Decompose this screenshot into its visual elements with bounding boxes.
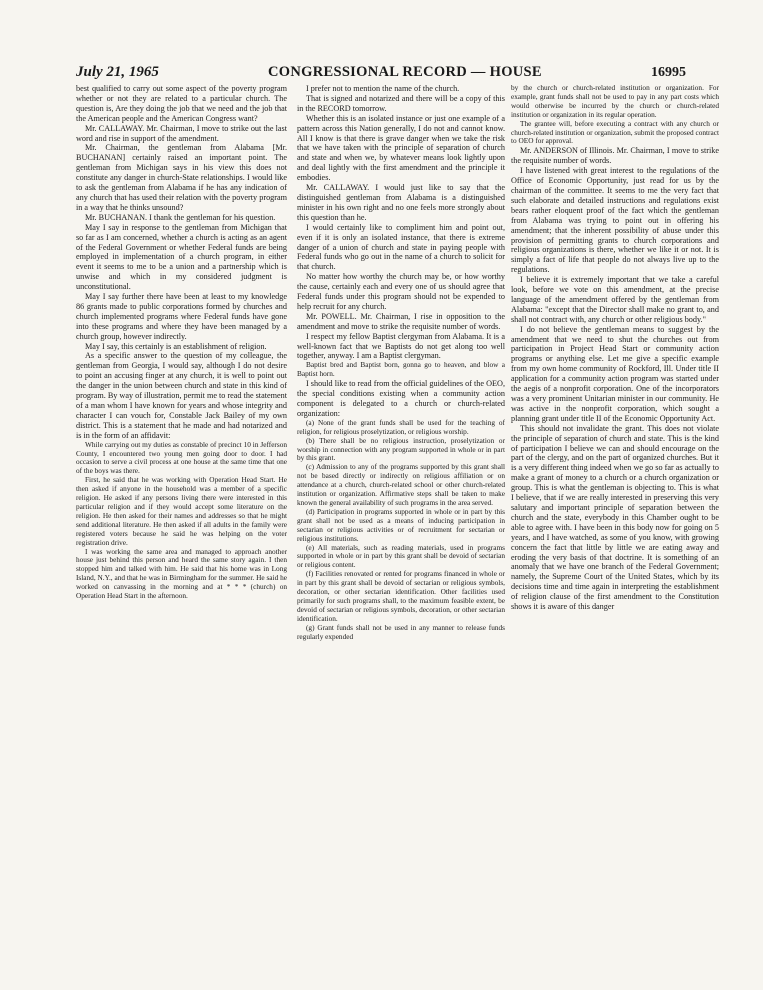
paragraph: I respect my fellow Baptist clergyman from Alabama. It is a well-known fact that we Baptists do not get along too well together, anyway. I am a Baptist clergyman.	[297, 331, 505, 361]
paragraph: I have listened with great interest to the regulations of the Office of Economic Opportunity, just read for us by the chairman of the committee. It seems to me the very fact that such elaborate and detailed instructions and regulations exist bears rather eloquent proof of the fact which the gentleman from Alabama was trying to point out in offering his amendment; that the inherent possibility of abuse under this provision of permitting grants to church corporations and religious organizations is there, whether we like it or not. It is simply a fact of life that people do not always live up to the regulations.	[511, 166, 719, 275]
paragraph: May I say in response to the gentleman from Michigan that so far as I am concerned, whether a church is acting as an agent of the Federal Government or whether Federal funds are being employed in implementation of a church program, in either event it seems to me to be a union and a partnership which is unwise and which in my considered judgment is unconstitutional.	[76, 222, 287, 292]
paragraph: Whether this is an isolated instance or just one example of a pattern across this Nation generally, I do not and cannot know. All I know is that there is grave danger when we take the risk that we have taken with the principle of separation of church and state and when we, by whatever means look lightly upon and deal lightly with the first amendment and the principle it embodies.	[297, 113, 505, 183]
paragraph: No matter how worthy the church may be, or how worthy the cause, certainly each and every one of us should agree that Federal funds under this program should not be expended to help recruit for any church.	[297, 272, 505, 311]
paragraph: (g) Grant funds shall not be used in any manner to release funds regularly expended	[297, 622, 505, 641]
paragraph: As a specific answer to the question of my colleague, the gentleman from Georgia, I would say, although I do not desire to point an accusing finger at any church, it is well to point out the danger in the union between church and state in this kind of program. By way of illustration, permit me to read the statement of a man whom I have known for years and whose integrity and character I can vouch for, Constable Jack Bailey of my own district. This is a statement that he made and had notarized and is in the form of an affidavit:	[76, 351, 287, 440]
paragraph: May I say, this certainly is an establishment of religion.	[85, 341, 267, 351]
page-number: 16995	[651, 65, 686, 80]
paragraph: While carrying out my duties as constable of precinct 10 in Jefferson County, I encountered two young men going door to door. I had occasion to serve a civil process at one house at the same time that one of the boys was there.	[76, 439, 287, 476]
text-column-1	[76, 84, 287, 984]
paragraph: (e) All materials, such as reading materials, used in programs supported in whole or in part by this grant shall be devoid of sectarian or religious content.	[297, 542, 505, 570]
paragraph: I do not believe the gentleman means to suggest by the amendment that we need to shut the churches out from participation in Project Head Start or community action programs or anything else. Let me give a specific example from my own home community of Rockford, Ill. Under title II application for a community action program was started under the aegis of a nonprofit corporation. One of the incorporators was a very prominent Unitarian minister in our community. He was active in the nonprofit corporation, which sought a planning grant under title II of the Economic Opportunity Act.	[511, 324, 719, 423]
paragraph: Mr. ANDERSON of Illinois. Mr. Chairman, I move to strike the requisite number of words.	[511, 146, 719, 166]
paragraph: I was working the same area and managed to approach another house just behind this person and heard the same story again. I then stopped him and talked with him. He said that his home was in Long Island, N.Y., and that he was in Birmingham for the summer. He said he worked on canvassing in the morning and at * * * (church) on Operation Head Start in the afternoon.	[76, 546, 287, 601]
paragraph: by the church or church-related institution or organization. For example, grant funds shall not be used to pay in any part costs which would otherwise be incurred by the church or church-related institution or organization in its regular operation.	[511, 84, 719, 119]
header-date: July 21, 1965	[76, 64, 159, 80]
paragraph: The grantee will, before executing a contract with any church or church-related institution or organization, submit the proposed contract to OEO for approval.	[511, 118, 719, 146]
paragraph: I believe it is extremely important that we take a careful look, before we vote on this amendment, at the precise language of the amendment offered by the gentleman from Alabama: "except that the Director shall make no grant to, and shall not contract with, any church or other religious body."	[511, 275, 719, 324]
paragraph: First, he said that he was working with Operation Head Start. He then asked if anyone in the household was a member of a specific religion. He asked if any persons living there were interested in this particular religion and if they would accept some literature on the religion. He then asked for their names and addresses so that he might send additional literature. He then asked if all adults in the family were registered voters because he said he was helping on the voter registration drive.	[76, 475, 287, 547]
paragraph: I should like to read from the official guidelines of the OEO, the special conditions existing when a community action component is delegated to a church or church-related organization:	[297, 379, 505, 418]
journal-title: CONGRESSIONAL RECORD — HOUSE	[268, 64, 542, 80]
paragraph: (b) There shall be no religious instruction, proselytization or worship in connection with any program supported in whole or in part by this grant.	[297, 435, 505, 463]
paragraph: Baptist bred and Baptist born, gonna go to heaven, and blow a Baptist horn.	[297, 360, 505, 379]
text-column-2	[297, 84, 505, 984]
page-header	[76, 64, 686, 84]
paragraph: Mr. CALLAWAY. Mr. Chairman, I move to strike out the last word and rise in support of the amendment.	[76, 123, 287, 143]
paragraph: (f) Facilities renovated or rented for programs financed in whole or in part by this grant shall be devoid of sectarian or religious symbols, decoration, or other sectarian identification. Other facilities used primarily for such programs shall, to the maximum feasible extent, be devoid of sectarian or religious symbols, decoration, or other sectarian identification.	[297, 569, 505, 623]
paragraph: I would certainly like to compliment him and point out, even if it is only an isolated instance, that there is extreme danger of a union of church and state in paying people with Federal funds who go out in the name of a church to solicit for that church.	[297, 222, 505, 272]
paragraph: This should not invalidate the grant. This does not violate the principle of separation of church and state. This is the kind of participation I believe we can and should encourage on the part of the clergy, and on the part of organized churches. But it is a very different thing indeed when we go so far as actually to make a grant of money to a church or a church organization or group. This is what the gentleman is objecting to. This is what I believe, that if we are really interested in preserving this very salutary and important principle of separation between the church and the state, everybody in this Chamber ought to be able to agree with. I have been in this body now for going on 5 years, and I have watched, as some of you know, with growing concern the fact that little by little we are eating away and eroding the very basis of that doctrine. It is something of an anomaly that we have one branch of the Federal Government; namely, the Supreme Court of the United States, which by its decisions time and time again in interpreting the establishment of religion clause of the first amendment to the Constitution shows it is aware of this danger	[511, 423, 719, 612]
paragraph: Mr. BUCHANAN. I thank the gentleman for his question.	[85, 212, 276, 222]
paragraph: Mr. Chairman, the gentleman from Alabama [Mr. BUCHANAN] certainly raised an important point. The gentleman from Michigan says in his view this does not constitute any danger in church-State relationships. I would like to ask the gentleman from Alabama if he has any indication of any church that has used their relation with the poverty program in a way that he thinks unsound?	[76, 143, 287, 212]
paragraph: Mr. POWELL. Mr. Chairman, I rise in opposition to the amendment and move to strike the requisite number of words.	[297, 311, 505, 331]
paragraph: That is signed and notarized and there will be a copy of this in the RECORD tomorrow.	[297, 93, 505, 113]
paragraph: May I say further there have been at least to my knowledge 86 grants made to public corporations formed by churches and church implemented programs where Federal funds have gone into these programs and where they have been managed by a church group, however indirectly.	[76, 292, 287, 341]
paragraph: Mr. CALLAWAY. I would just like to say that the distinguished gentleman from Alabama is a distinguished minister in his own right and no one feels more strongly about this question than he.	[297, 183, 505, 222]
paragraph: best qualified to carry out some aspect of the poverty program whether or not they are related to a particular church. The question is, Are they doing the job that we need and the job that the American people and the American Congress want?	[76, 84, 287, 123]
text-column-3	[511, 84, 719, 984]
paragraph: (c) Admission to any of the programs supported by this grant shall not be based directly or indirectly on religious affiliation or on attendance at a church, church-related school or other church-related institution or organization. Affirmative steps shall be taken to make known the general availability of such programs in the area served.	[297, 462, 505, 507]
paragraph: (a) None of the grant funds shall be used for the teaching of religion, for religious proselytization, or religious worship.	[297, 417, 505, 436]
paragraph: (d) Participation in programs supported in whole or in part by this grant shall not be used as a means of inducing participation in sectarian or religious activities or of recruitment for sectarian or religious institutions.	[297, 506, 505, 543]
paragraph: I prefer not to mention the name of the church.	[306, 84, 460, 93]
